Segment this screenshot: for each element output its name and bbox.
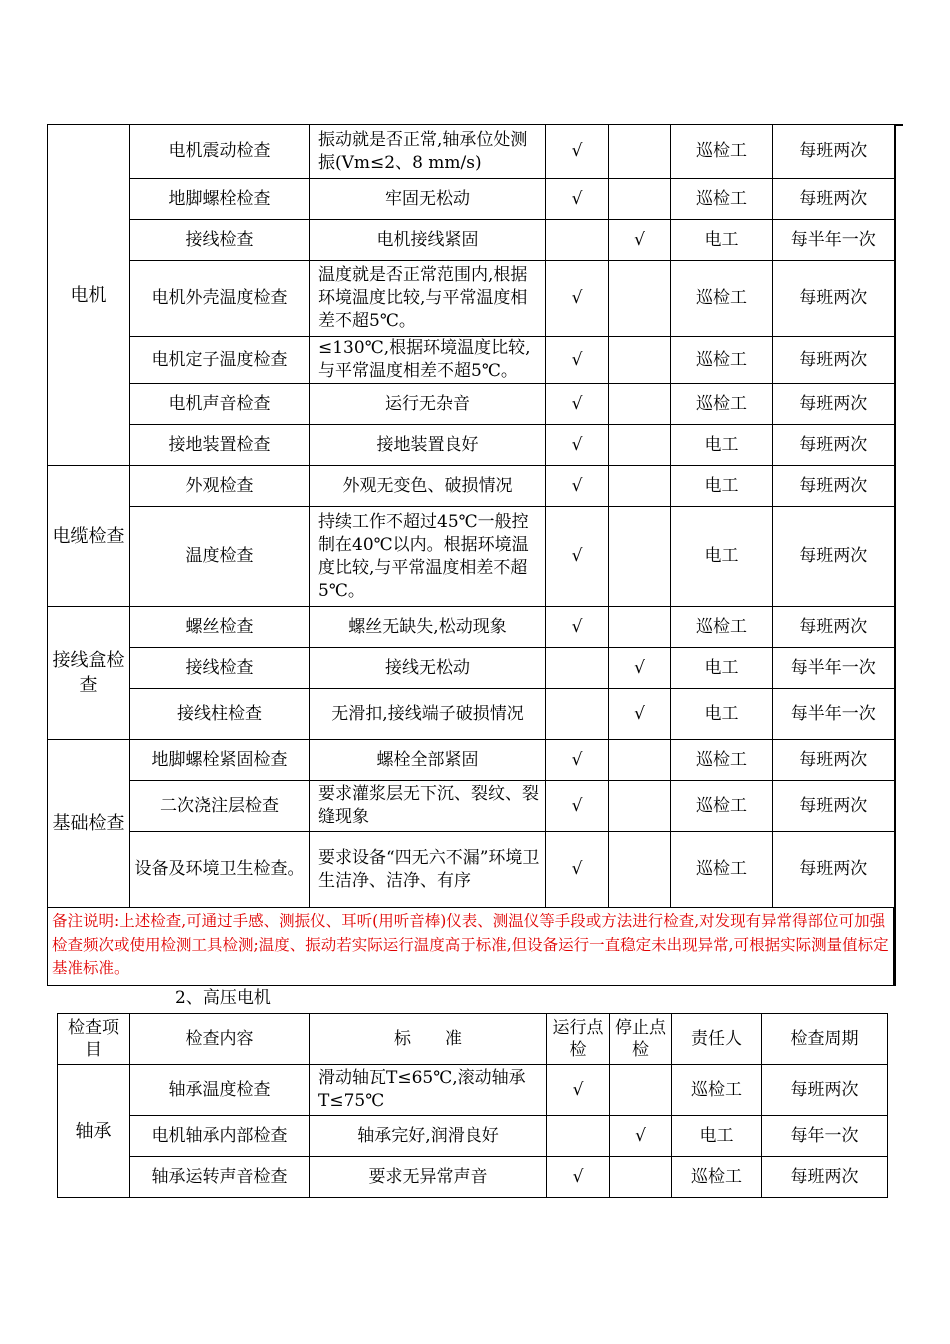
standard-cell: 接地装置良好	[310, 425, 546, 466]
run-check-cell: √	[546, 384, 609, 425]
table-row	[48, 425, 895, 466]
person-cell: 巡检工	[671, 384, 773, 425]
person-cell: 巡检工	[671, 261, 773, 337]
item-cell: 设备及环境卫生检查。	[130, 832, 310, 908]
person-cell: 电工	[671, 466, 773, 507]
person-cell: 电工	[672, 1116, 762, 1157]
run-check-cell: √	[546, 740, 609, 781]
person-cell: 巡检工	[671, 832, 773, 908]
table2-body	[58, 1014, 888, 1198]
stop-check-cell: √	[609, 648, 671, 689]
stop-check-cell	[609, 337, 671, 384]
table-row	[58, 1116, 888, 1157]
period-cell: 每班两次	[773, 781, 895, 832]
item-cell: 螺丝检查	[130, 607, 310, 648]
standard-cell: 要求设备“四无六不漏”环境卫生洁净、洁净、有序	[310, 832, 546, 908]
period-cell: 每班两次	[773, 337, 895, 384]
table-row	[48, 261, 895, 337]
run-check-cell: √	[546, 125, 609, 179]
period-cell: 每班两次	[773, 261, 895, 337]
standard-cell: 牢固无松动	[310, 179, 546, 220]
item-cell: 轴承运转声音检查	[130, 1157, 310, 1198]
header-stop: 停止点检	[610, 1014, 672, 1065]
run-check-cell: √	[546, 337, 609, 384]
table-row	[48, 466, 895, 507]
stop-check-cell	[609, 781, 671, 832]
table-row	[48, 220, 895, 261]
stop-check-cell: √	[609, 689, 671, 740]
period-cell: 每半年一次	[773, 220, 895, 261]
category-cell: 接线盒检查	[48, 607, 130, 740]
run-check-cell	[546, 648, 609, 689]
period-cell: 每班两次	[762, 1157, 888, 1198]
person-cell: 巡检工	[671, 179, 773, 220]
run-check-cell: √	[546, 425, 609, 466]
table-row	[48, 689, 895, 740]
standard-cell: 持续工作不超过45℃一般控制在40℃以内。根据环境温度比较,与平常温度相差不超5℃。	[310, 507, 546, 607]
table-row	[48, 384, 895, 425]
period-cell: 每班两次	[773, 384, 895, 425]
standard-cell: 电机接线紧固	[310, 220, 546, 261]
standard-cell: 要求灌浆层无下沉、裂纹、裂缝现象	[310, 781, 546, 832]
person-cell: 巡检工	[671, 337, 773, 384]
item-cell: 电机声音检查	[130, 384, 310, 425]
category-cell: 基础检查	[48, 740, 130, 908]
stop-check-cell: √	[610, 1116, 672, 1157]
run-check-cell: √	[546, 781, 609, 832]
standard-cell: 螺栓全部紧固	[310, 740, 546, 781]
standard-cell: ≤130℃,根据环境温度比较,与平常温度相差不超5℃。	[310, 337, 546, 384]
table-row	[48, 832, 895, 908]
standard-cell: 运行无杂音	[310, 384, 546, 425]
stop-check-cell	[609, 832, 671, 908]
section-title: 2、高压电机	[175, 988, 271, 1008]
stop-check-cell	[609, 179, 671, 220]
period-cell: 每班两次	[773, 179, 895, 220]
person-cell: 巡检工	[672, 1157, 762, 1198]
note-row	[48, 908, 895, 986]
run-check-cell	[546, 220, 609, 261]
item-cell: 电机外壳温度检查	[130, 261, 310, 337]
item-cell: 接线检查	[130, 648, 310, 689]
item-cell: 地脚螺栓检查	[130, 179, 310, 220]
stop-check-cell	[609, 507, 671, 607]
person-cell: 电工	[671, 689, 773, 740]
period-cell: 每班两次	[773, 607, 895, 648]
item-cell: 电机震动检查	[130, 125, 310, 179]
run-check-cell	[546, 689, 609, 740]
item-cell: 地脚螺栓紧固检查	[130, 740, 310, 781]
header-standard: 标 准	[310, 1014, 547, 1065]
item-cell: 接线检查	[130, 220, 310, 261]
run-check-cell: √	[546, 507, 609, 607]
period-cell: 每班两次	[773, 125, 895, 179]
person-cell: 巡检工	[672, 1065, 762, 1116]
standard-cell: 轴承完好,润滑良好	[310, 1116, 547, 1157]
table-row	[48, 740, 895, 781]
table-row	[48, 337, 895, 384]
stop-check-cell: √	[609, 220, 671, 261]
stop-check-cell	[609, 466, 671, 507]
run-check-cell: √	[547, 1157, 610, 1198]
run-check-cell	[547, 1116, 610, 1157]
person-cell: 电工	[671, 425, 773, 466]
period-cell: 每半年一次	[773, 689, 895, 740]
standard-cell: 接线无松动	[310, 648, 546, 689]
item-cell: 轴承温度检查	[130, 1065, 310, 1116]
period-cell: 每年一次	[762, 1116, 888, 1157]
item-cell: 温度检查	[130, 507, 310, 607]
person-cell: 巡检工	[671, 781, 773, 832]
table-row	[58, 1157, 888, 1198]
standard-cell: 振动就是否正常,轴承位处测振(Vm≤2、8 mm/s)	[310, 125, 546, 179]
item-cell: 电机定子温度检查	[130, 337, 310, 384]
period-cell: 每班两次	[762, 1065, 888, 1116]
standard-cell: 外观无变色、破损情况	[310, 466, 546, 507]
run-check-cell: √	[546, 261, 609, 337]
remarks-note: 备注说明:上述检查,可通过手感、测振仪、耳听(用听音棒)仪表、测温仪等手段或方法进行检查,对发现有异常得部位可加强检查频次或使用检测工具检测;温度、振动若实际运行温度高于标准,但设备运行一直稳定未出现异常,可根据实际测量值标定基准标准。	[48, 908, 895, 986]
standard-cell: 温度就是否正常范围内,根据环境温度比较,与平常温度相差不超5℃。	[310, 261, 546, 337]
item-cell: 接地装置检查	[130, 425, 310, 466]
standard-cell: 要求无异常声音	[310, 1157, 547, 1198]
stop-check-cell	[609, 425, 671, 466]
table-row	[58, 1065, 888, 1116]
standard-cell: 滑动轴瓦T≤65℃,滚动轴承T≤75℃	[310, 1065, 547, 1116]
table-row	[48, 507, 895, 607]
standard-cell: 螺丝无缺失,松动现象	[310, 607, 546, 648]
standard-cell: 无滑扣,接线端子破损情况	[310, 689, 546, 740]
person-cell: 电工	[671, 507, 773, 607]
category-cell: 电缆检查	[48, 466, 130, 607]
item-cell: 接线柱检查	[130, 689, 310, 740]
table-row	[48, 648, 895, 689]
stop-check-cell	[609, 740, 671, 781]
item-cell: 外观检查	[130, 466, 310, 507]
category-cell: 电机	[48, 125, 130, 466]
period-cell: 每班两次	[773, 832, 895, 908]
stop-check-cell	[609, 261, 671, 337]
table-row	[48, 607, 895, 648]
person-cell: 巡检工	[671, 607, 773, 648]
run-check-cell: √	[546, 607, 609, 648]
stop-check-cell	[609, 607, 671, 648]
period-cell: 每班两次	[773, 740, 895, 781]
person-cell: 巡检工	[671, 125, 773, 179]
header-run: 运行点检	[547, 1014, 610, 1065]
table1-body	[48, 125, 895, 986]
item-cell: 电机轴承内部检查	[130, 1116, 310, 1157]
stop-check-cell	[610, 1065, 672, 1116]
run-check-cell: √	[547, 1065, 610, 1116]
stop-check-cell	[609, 384, 671, 425]
header-item: 检查内容	[130, 1014, 310, 1065]
period-cell: 每班两次	[773, 466, 895, 507]
period-cell: 每班两次	[773, 425, 895, 466]
header-row	[58, 1014, 888, 1065]
period-cell: 每半年一次	[773, 648, 895, 689]
header-category: 检查项目	[58, 1014, 130, 1065]
table-row	[48, 781, 895, 832]
inspection-table-1	[47, 124, 896, 986]
table-row	[48, 125, 895, 179]
run-check-cell: √	[546, 832, 609, 908]
run-check-cell: √	[546, 179, 609, 220]
table-row	[48, 179, 895, 220]
category-cell: 轴承	[58, 1065, 130, 1198]
stop-check-cell	[609, 125, 671, 179]
run-check-cell: √	[546, 466, 609, 507]
inspection-table-2	[57, 1013, 888, 1198]
period-cell: 每班两次	[773, 507, 895, 607]
stop-check-cell	[610, 1157, 672, 1198]
item-cell: 二次浇注层检查	[130, 781, 310, 832]
header-period: 检查周期	[762, 1014, 888, 1065]
person-cell: 电工	[671, 648, 773, 689]
header-person: 责任人	[672, 1014, 762, 1065]
person-cell: 巡检工	[671, 740, 773, 781]
person-cell: 电工	[671, 220, 773, 261]
